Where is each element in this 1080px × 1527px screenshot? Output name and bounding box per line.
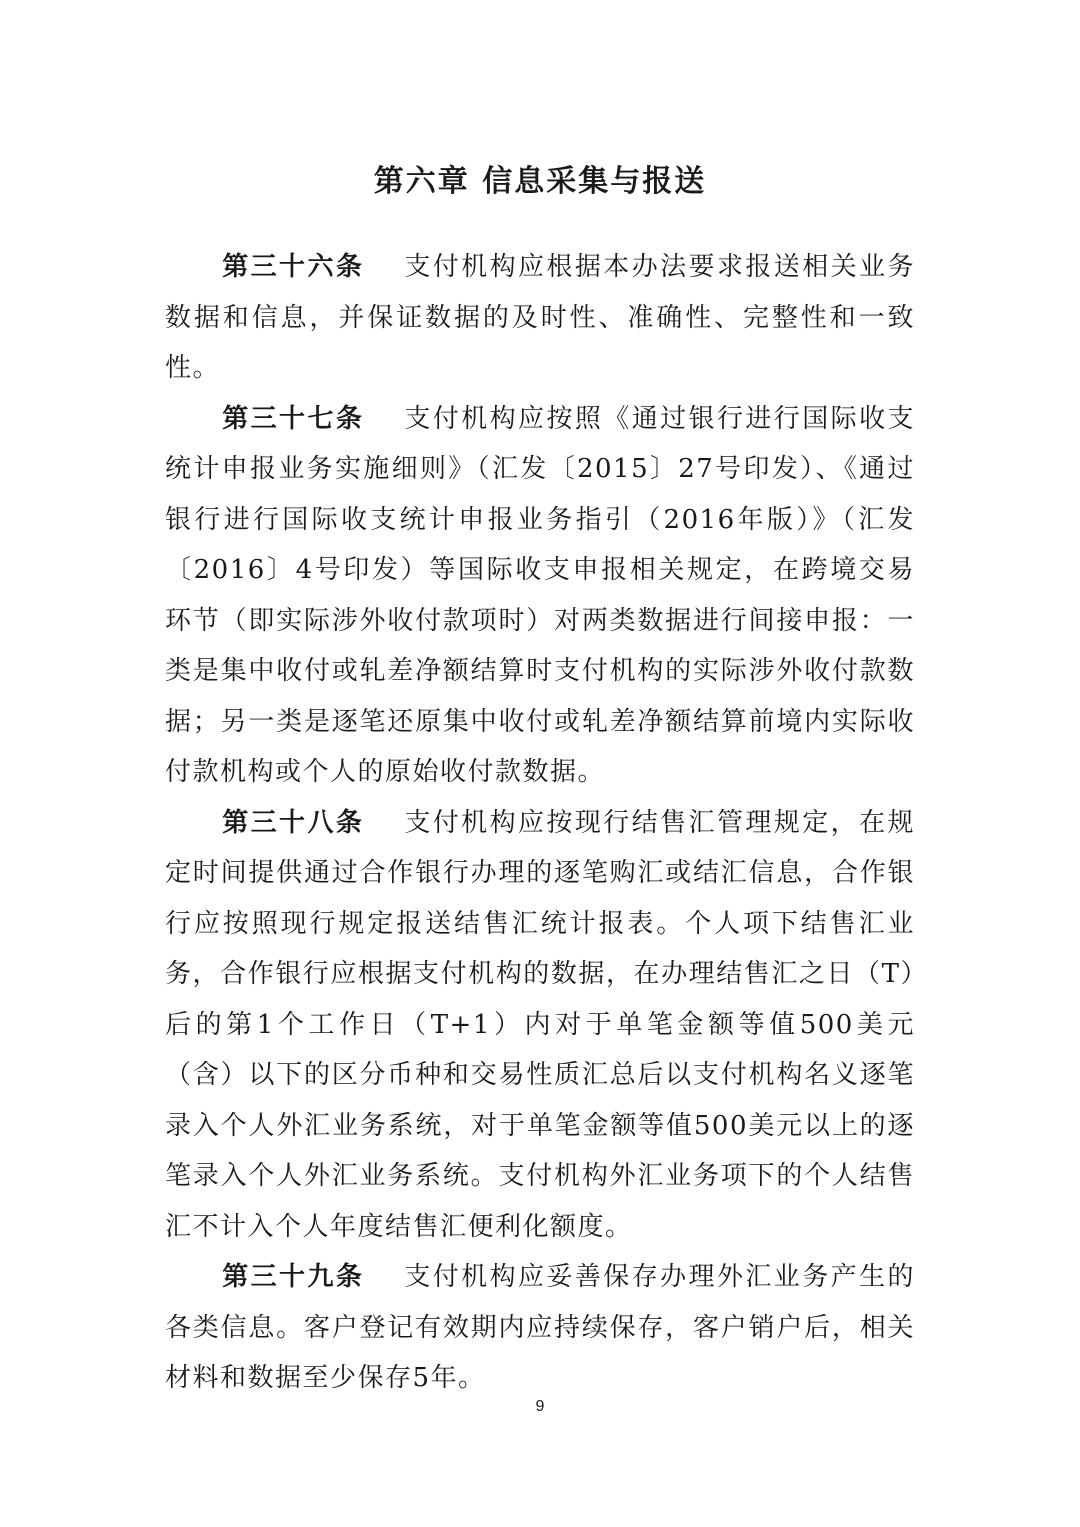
chapter-title: 第六章 信息采集与报送 bbox=[373, 164, 707, 200]
article-36 bbox=[165, 242, 915, 394]
article-number: 第三十六条 bbox=[222, 252, 365, 282]
article-number: 第三十八条 bbox=[222, 807, 365, 838]
article-39 bbox=[165, 1252, 915, 1404]
article-text: 支付机构应根据本办法要求报送相关业务数据和信息，并保证数据的及时性、准确性、完整性和一致性。 bbox=[165, 252, 915, 383]
article-37 bbox=[165, 394, 915, 798]
article-number: 第三十九条 bbox=[222, 1262, 365, 1292]
article-text: 支付机构应妥善保存办理外汇业务产生的各类信息。客户登记有效期内应持续保存，客户销户后，相关材料和数据至少保存5年。 bbox=[165, 1262, 915, 1393]
article-text: 支付机构应按现行结售汇管理规定，在规定时间提供通过合作银行办理的逐笔购汇或结汇信息，合作银行应按照现行规定报送结售汇统计报表。个人项下结售汇业务，合作银行应根据支付机构的数据，在办理结售汇之日（T）后的第1个工作日（T+1）内对于单笔金额等值500美元（含）以下的区分币种和交易性质汇总后以支付机构名义逐笔录入个人外汇业务系统，对于单笔金额等值500美元以上的逐笔录入个人外汇业务系统。支付机构外汇业务项下的个人结售汇不计入个人年度结售汇便利化额度。 bbox=[165, 807, 915, 1242]
page-number: 9 bbox=[535, 1398, 545, 1415]
article-number: 第三十七条 bbox=[222, 403, 365, 434]
article-list bbox=[165, 242, 915, 1404]
article-38 bbox=[165, 798, 915, 1253]
article-text: 支付机构应按照《通过银行进行国际收支统计申报业务实施细则》（汇发〔2015〕27号印发）、《通过银行进行国际收支统计申报业务指引（2016年版）》（汇发〔2016〕4号印发）等国际收支申报相关规定，在跨境交易环节（即实际涉外收付款项时）对两类数据进行间接申报：一类是集中收付或轧差净额结算时支付机构的实际涉外收付款数据；另一类是逐笔还原集中收付或轧差净额结算前境内实际收付款机构或个人的原始收付款数据。 bbox=[165, 403, 915, 787]
